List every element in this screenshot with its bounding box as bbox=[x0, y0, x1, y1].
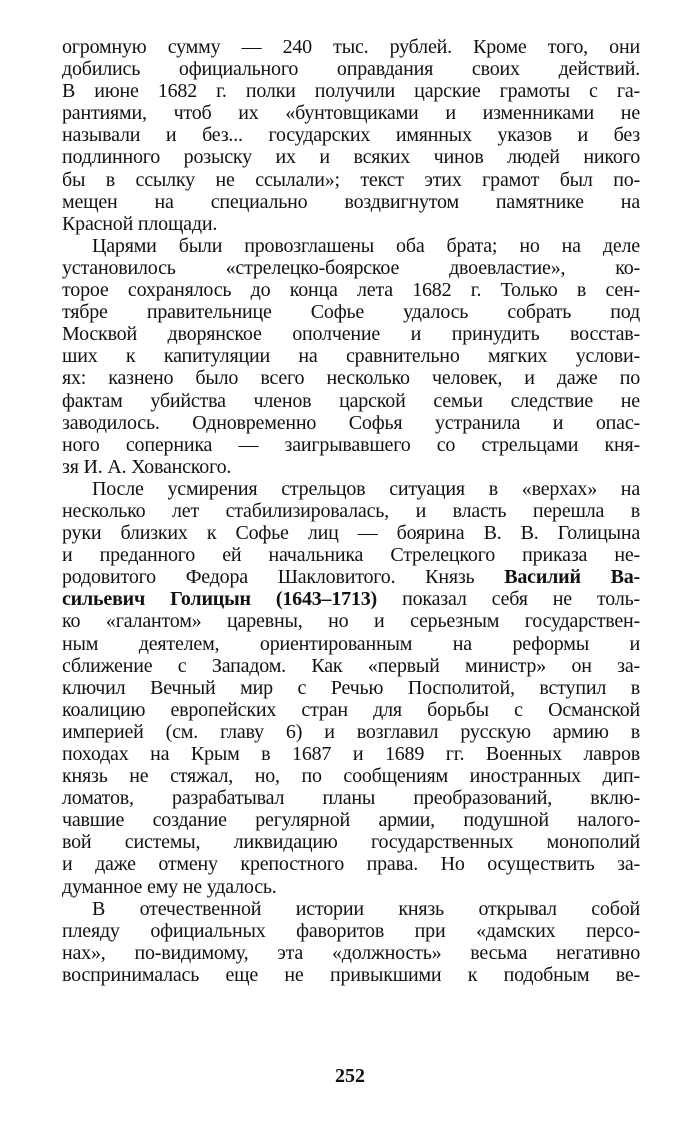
text-line: подлинного розыску их и всяких чинов людей никого bbox=[62, 146, 640, 169]
text-line: несколько лет стабилизировалась, и власть перешла в bbox=[62, 499, 640, 522]
text-line: торое сохранялось до конца лета 1682 г. Только в сен- bbox=[62, 279, 640, 302]
text-line: Царями были провозглашены оба брата; но на деле bbox=[92, 234, 640, 257]
paragraph bbox=[62, 898, 640, 986]
text-line: добились официального оправдания своих действий. bbox=[62, 58, 640, 81]
text-line: коалицию европейских стран для борьбы с Османской bbox=[62, 698, 640, 721]
text-line: В июне 1682 г. полки получили царские грамоты с га- bbox=[62, 80, 640, 103]
text-line-mixed bbox=[62, 566, 640, 588]
paragraph bbox=[62, 235, 640, 478]
paragraph bbox=[62, 478, 640, 898]
bold-name: сильевич Голицын (1643–1713) bbox=[62, 588, 378, 611]
text-line: плеяду официальных фаворитов при «дамских персо- bbox=[62, 919, 640, 942]
text-line: ших к капитуляции на сравнительно мягких услови- bbox=[62, 345, 640, 368]
paragraph bbox=[62, 36, 640, 235]
text-line: чавшие создание регулярной армии, подушной налого- bbox=[62, 809, 640, 832]
text-line: и преданного ей начальника Стрелецкого приказа не- bbox=[62, 544, 640, 567]
text-line: ным деятелем, ориентированным на реформы и bbox=[62, 632, 640, 655]
text-line: ях: казнено было всего несколько человек, и даже по bbox=[62, 367, 640, 390]
text-line: бы в ссылку не ссылали»; текст этих грамот был по- bbox=[62, 168, 640, 191]
text-line: думанное ему не удалось. bbox=[62, 875, 277, 898]
text-line: князь не стяжал, но, по сообщениям иностранных дип- bbox=[62, 765, 640, 788]
text-line: называли и без... государских имянных указов и без bbox=[62, 124, 640, 147]
text-line: сближение с Западом. Как «первый министр» он за- bbox=[62, 654, 640, 677]
text-line-mixed bbox=[62, 588, 640, 610]
text-line: Красной площади. bbox=[62, 212, 218, 235]
text-line: огромную сумму — 240 тыс. рублей. Кроме того, они bbox=[62, 36, 640, 58]
text-line: ко «галантом» царевны, но и серьезным государствен- bbox=[62, 610, 640, 633]
page-number: 252 bbox=[335, 1065, 365, 1087]
text-line: Москвой дворянское ополчение и принудить восстав- bbox=[62, 323, 640, 346]
text-line: В отечественной истории князь открывал собой bbox=[92, 897, 640, 920]
text-line: империей (см. главу 6) и возглавил русскую армию в bbox=[62, 720, 640, 743]
text-line: ломатов, разрабатывал планы преобразований, вклю- bbox=[62, 787, 640, 810]
text-segment: родовитого Федора Шакловитого. Князь bbox=[62, 566, 505, 589]
text-line: После усмирения стрельцов ситуация в «верхах» на bbox=[92, 477, 640, 500]
text-line: тябре правительнице Софье удалось собрать под bbox=[62, 301, 640, 324]
text-line: установилось «стрелецко-боярское двоевластие», ко- bbox=[62, 256, 640, 279]
text-line: фактам убийства членов царской семьи следствие не bbox=[62, 389, 640, 412]
text-line: вой системы, ликвидацию государственных монополий bbox=[62, 831, 640, 854]
book-page-text bbox=[62, 36, 640, 986]
text-line: ключил Вечный мир с Речью Посполитой, вступил в bbox=[62, 676, 640, 699]
text-line: нах», по-видимому, эта «должность» весьма негативно bbox=[62, 941, 640, 964]
bold-name: Василий Ва- bbox=[504, 566, 640, 589]
text-line: походах на Крым в 1687 и 1689 гг. Военных лавров bbox=[62, 743, 640, 765]
text-segment: показал себя не толь- bbox=[377, 588, 640, 611]
text-line: зя И. А. Хованского. bbox=[62, 455, 232, 478]
text-line: рантиями, чтоб их «бунтовщиками и изменниками не bbox=[62, 102, 640, 125]
text-line: заводилось. Одновременно Софья устранила и опас- bbox=[62, 411, 640, 434]
text-line: руки близких к Софье лиц — боярина В. В. Голицына bbox=[62, 522, 640, 545]
text-line: и даже отмену крепостного права. Но осуществить за- bbox=[62, 853, 640, 876]
text-line: ного соперника — заигрывавшего со стрельцами кня- bbox=[62, 433, 640, 456]
text-line: мещен на специально воздвигнутом памятнике на bbox=[62, 190, 640, 213]
text-line: воспринималась еще не привыкшими к подобным ве- bbox=[62, 963, 640, 986]
